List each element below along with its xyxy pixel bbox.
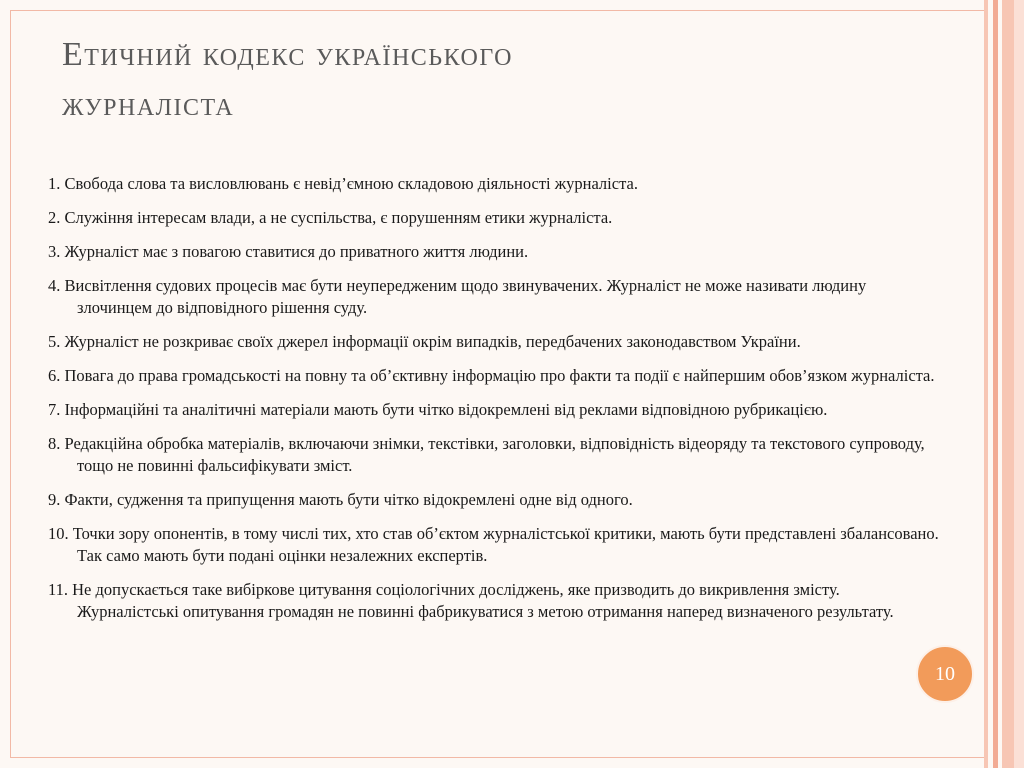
list-item: 6. Повага до права громадськості на повну та об’єктивну інформацію про факти та події є найпершим обов’язком журналіста. <box>48 366 935 385</box>
page-number: 10 <box>935 662 955 685</box>
page-number-badge <box>916 645 974 703</box>
list-item: 10. Точки зору опонентів, в тому числі тих, хто став об’єктом журналістської критики, мають бути представлені збалансовано. Так само мають бути подані оцінки незалежних експертів. <box>48 524 939 565</box>
list-item: 5. Журналіст не розкриває своїх джерел інформації окрім випадків, передбачених законодавством України. <box>48 332 801 351</box>
list-item: 4. Висвітлення судових процесів має бути неупередженим щодо звинувачених. Журналіст не може називати людину злочинцем до відповідного рішення суду. <box>48 276 867 317</box>
list-item: 9. Факти, судження та припущення мають бути чітко відокремлені одне від одного. <box>48 490 633 509</box>
title-line-2: журналіста <box>62 86 235 123</box>
list-item: 3. Журналіст має з повагою ставитися до приватного життя людини. <box>48 242 529 261</box>
list-item: 11. Не допускається таке вибіркове цитування соціологічних досліджень, яке призводить до викривлення змісту. Журналістські опитування громадян не повинні фабрикуватися з метою отримання наперед визначеного результату. <box>48 580 894 621</box>
list-item: 2. Служіння інтересам влади, а не суспільства, є порушенням етики журналіста. <box>48 208 613 227</box>
title-line-1: Етичний кодекс українського <box>62 36 513 73</box>
ethics-list <box>48 173 943 635</box>
list-item: 8. Редакційна обробка матеріалів, включаючи знімки, текстівки, заголовки, відповідність відеоряду та текстового супроводу, тощо не повинні фальсифікувати зміст. <box>48 434 925 475</box>
list-item: 1. Свобода слова та висловлювань є невід’ємною складовою діяльності журналіста. <box>48 174 638 193</box>
slide-title <box>62 30 922 130</box>
list-item: 7. Інформаційні та аналітичні матеріали мають бути чітко відокремлені від реклами відповідною рубрикацією. <box>48 400 828 419</box>
decorative-stripes <box>984 0 1024 768</box>
